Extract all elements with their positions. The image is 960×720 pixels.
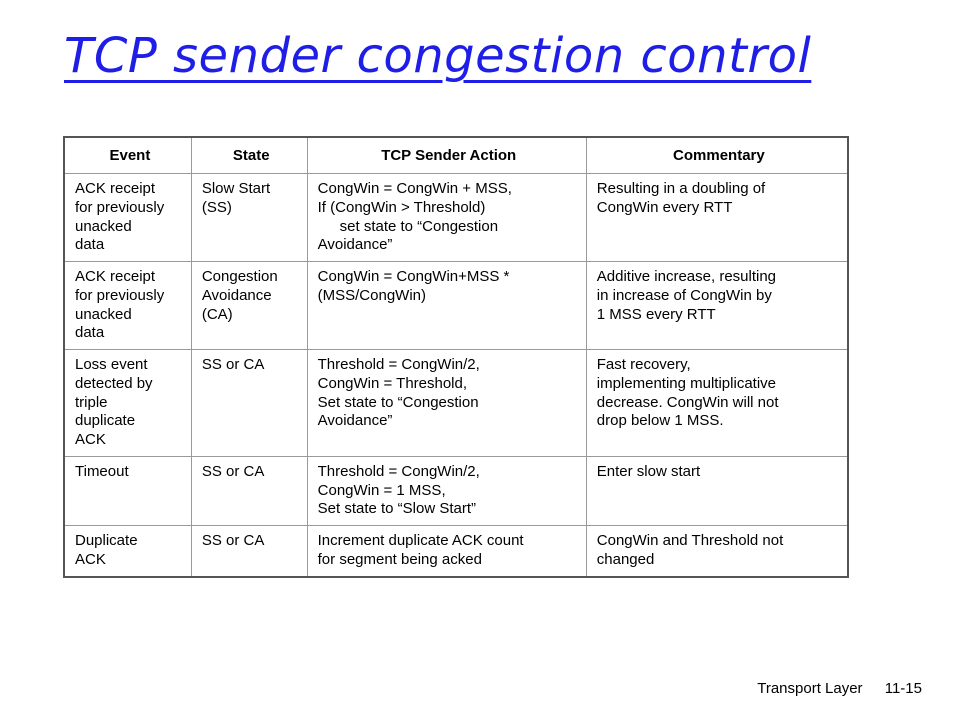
action-cell: [307, 262, 586, 350]
cell-text-line: Avoidance”: [317, 236, 393, 254]
page-number: 11-15: [884, 680, 922, 697]
cell-text-line: ACK: [75, 431, 106, 448]
action-cell: [307, 174, 586, 262]
commentary-cell: [586, 262, 848, 350]
cell-text-line: drop below 1 MSS.: [596, 412, 724, 430]
cell-text-line: Avoidance: [201, 286, 272, 304]
cell-text-line: for previously: [75, 198, 165, 216]
cell-text-line: SS or CA: [201, 462, 265, 480]
table-body: [64, 174, 848, 577]
cell-text-line: triple: [75, 393, 108, 411]
cell-text-line: changed: [596, 550, 655, 568]
cell-text-line: Congestion: [201, 268, 278, 285]
state-cell: [191, 526, 307, 577]
column-header-commentary: Commentary: [586, 137, 848, 174]
table-row: [64, 262, 848, 350]
cell-text-line: for previously: [75, 286, 165, 304]
cell-text-line: unacked: [75, 217, 132, 235]
cell-text-line: SS or CA: [201, 356, 265, 373]
cell-text-line: set state to “Congestion: [339, 217, 499, 235]
cell-text-line: Enter slow start: [596, 462, 701, 480]
cell-text-line: 1 MSS every RTT: [596, 305, 716, 323]
cell-text-line: CongWin = CongWin + MSS,: [317, 180, 512, 197]
commentary-cell: [586, 456, 848, 525]
state-cell: [191, 350, 307, 457]
table-row: [64, 174, 848, 262]
cell-text-line: CongWin every RTT: [596, 198, 733, 216]
slide-footer: [757, 680, 922, 697]
cell-text-line: in increase of CongWin by: [596, 286, 772, 304]
cell-text-line: CongWin and Threshold not: [596, 532, 784, 549]
cell-text-line: detected by: [75, 374, 153, 392]
event-cell: [64, 174, 191, 262]
event-cell: [64, 262, 191, 350]
column-header-state: State: [191, 137, 307, 174]
congestion-control-table: [63, 136, 849, 578]
cell-text-line: CongWin = CongWin+MSS *: [317, 268, 510, 285]
cell-text-line: If (CongWin > Threshold): [317, 198, 486, 216]
cell-text-line: ACK receipt: [75, 180, 156, 197]
commentary-cell: [586, 526, 848, 577]
action-cell: [307, 526, 586, 577]
event-cell: [64, 456, 191, 525]
cell-text-line: Avoidance”: [317, 412, 393, 430]
cell-text-line: Increment duplicate ACK count: [317, 532, 524, 549]
state-cell: [191, 456, 307, 525]
cell-text-line: Resulting in a doubling of: [596, 180, 766, 197]
column-header-action: TCP Sender Action: [307, 137, 586, 174]
action-cell: [307, 456, 586, 525]
cell-text-line: unacked: [75, 305, 132, 323]
cell-text-line: (MSS/CongWin): [317, 286, 426, 304]
cell-text-line: Threshold = CongWin/2,: [317, 462, 480, 480]
cell-text-line: (SS): [201, 198, 232, 216]
cell-text-line: implementing multiplicative: [596, 374, 777, 392]
cell-text-line: Duplicate: [75, 532, 138, 549]
cell-text-line: CongWin = Threshold,: [317, 374, 468, 392]
cell-text-line: Threshold = CongWin/2,: [317, 356, 480, 373]
commentary-cell: [586, 174, 848, 262]
cell-text-line: (CA): [201, 305, 233, 323]
commentary-cell: [586, 350, 848, 457]
event-cell: [64, 350, 191, 457]
event-cell: [64, 526, 191, 577]
cell-text-line: Fast recovery,: [596, 356, 691, 373]
cell-text-line: Set state to “Slow Start”: [317, 500, 477, 518]
cell-text-line: Timeout: [75, 462, 129, 480]
cell-text-line: SS or CA: [201, 532, 265, 549]
cell-text-line: Slow Start: [201, 180, 271, 197]
state-cell: [191, 262, 307, 350]
table-row: [64, 526, 848, 577]
column-header-event: Event: [64, 137, 191, 174]
table-row: [64, 350, 848, 457]
cell-text-line: Set state to “Congestion: [317, 393, 479, 411]
cell-text-line: ACK: [75, 550, 106, 568]
cell-text-line: ACK receipt: [75, 268, 156, 285]
cell-text-line: data: [75, 324, 105, 342]
cell-text-line: duplicate: [75, 412, 136, 430]
cell-text-line: Loss event: [75, 356, 148, 373]
table-row: [64, 456, 848, 525]
action-cell: [307, 350, 586, 457]
state-cell: [191, 174, 307, 262]
slide-title: TCP sender congestion control: [64, 28, 812, 84]
cell-text-line: Additive increase, resulting: [596, 268, 777, 285]
cell-text-line: CongWin = 1 MSS,: [317, 481, 446, 499]
cell-text-line: data: [75, 236, 105, 254]
table-header-row: [64, 137, 848, 174]
cell-text-line: decrease. CongWin will not: [596, 393, 779, 411]
footer-section-label: Transport Layer: [757, 680, 863, 697]
cell-text-line: for segment being acked: [317, 550, 482, 568]
